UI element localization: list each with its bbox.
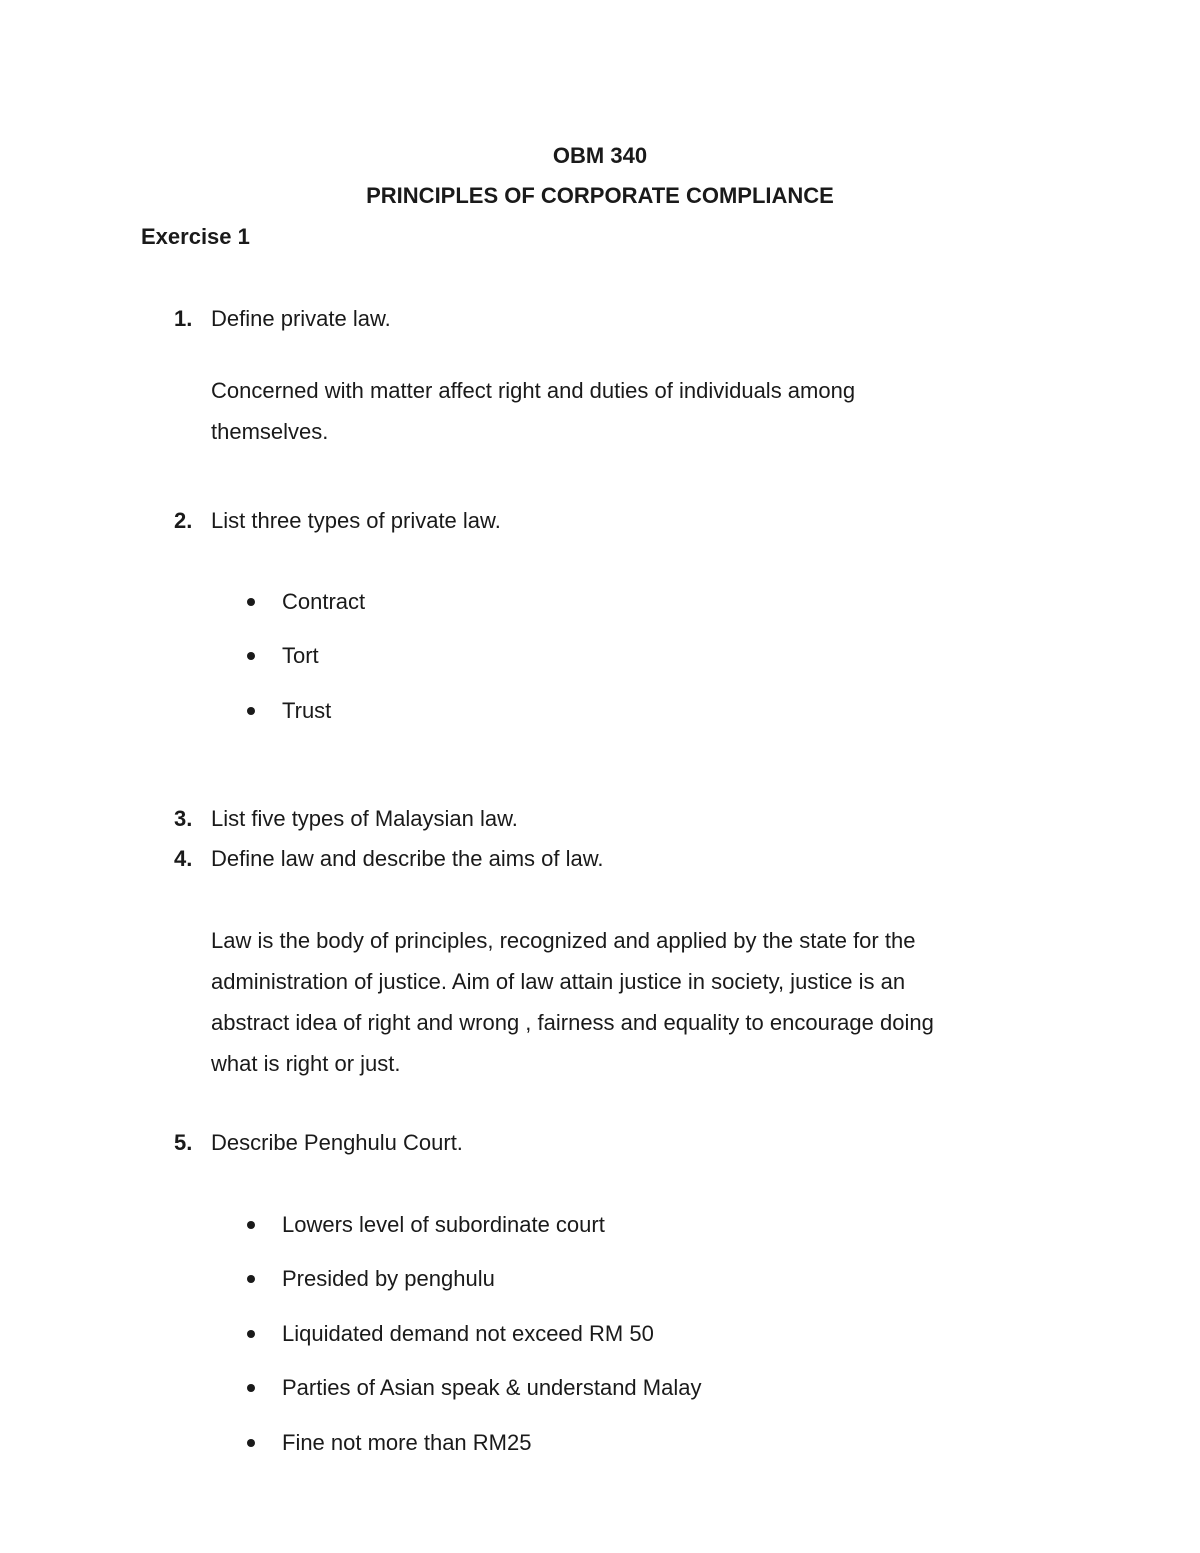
question-number: 1.	[174, 306, 193, 331]
answer-line: themselves.	[211, 419, 329, 444]
answer-line: abstract idea of right and wrong , fairness and equality to encourage doing	[211, 1010, 934, 1035]
list-item: Liquidated demand not exceed RM 50	[282, 1321, 654, 1346]
answer-line: administration of justice. Aim of law attain justice in society, justice is an	[211, 969, 906, 994]
list-item: Fine not more than RM25	[282, 1430, 532, 1455]
bullet-icon	[247, 1221, 255, 1229]
course-code: OBM 340	[552, 143, 648, 168]
bullet-icon	[247, 598, 255, 606]
answer-line: Law is the body of principles, recognized and applied by the state for the	[211, 928, 916, 953]
bullet-icon	[247, 1275, 255, 1283]
question-prompt: List three types of private law.	[211, 508, 501, 533]
answer-line: Concerned with matter affect right and duties of individuals among	[211, 378, 856, 403]
bullet-icon	[247, 707, 255, 715]
list-item: Contract	[282, 589, 366, 614]
list-item: Presided by penghulu	[282, 1266, 495, 1291]
bullet-icon	[247, 1439, 255, 1447]
question-number: 5.	[174, 1130, 193, 1155]
list-item: Trust	[282, 698, 332, 723]
answer-line: what is right or just.	[211, 1051, 401, 1076]
question-prompt: Describe Penghulu Court.	[211, 1130, 463, 1155]
course-title: PRINCIPLES OF CORPORATE COMPLIANCE	[366, 183, 834, 208]
question-prompt: List five types of Malaysian law.	[211, 806, 518, 831]
question-number: 2.	[174, 508, 193, 533]
question-number: 4.	[174, 846, 193, 871]
list-item: Lowers level of subordinate court	[282, 1212, 605, 1237]
bullet-icon	[247, 1384, 255, 1392]
question-prompt: Define law and describe the aims of law.	[211, 846, 604, 871]
bullet-icon	[247, 652, 255, 660]
list-item: Tort	[282, 643, 319, 668]
question-number: 3.	[174, 806, 193, 831]
list-item: Parties of Asian speak & understand Malay	[282, 1375, 702, 1400]
question-prompt: Define private law.	[211, 306, 391, 331]
exercise-heading: Exercise 1	[141, 224, 250, 249]
bullet-icon	[247, 1330, 255, 1338]
